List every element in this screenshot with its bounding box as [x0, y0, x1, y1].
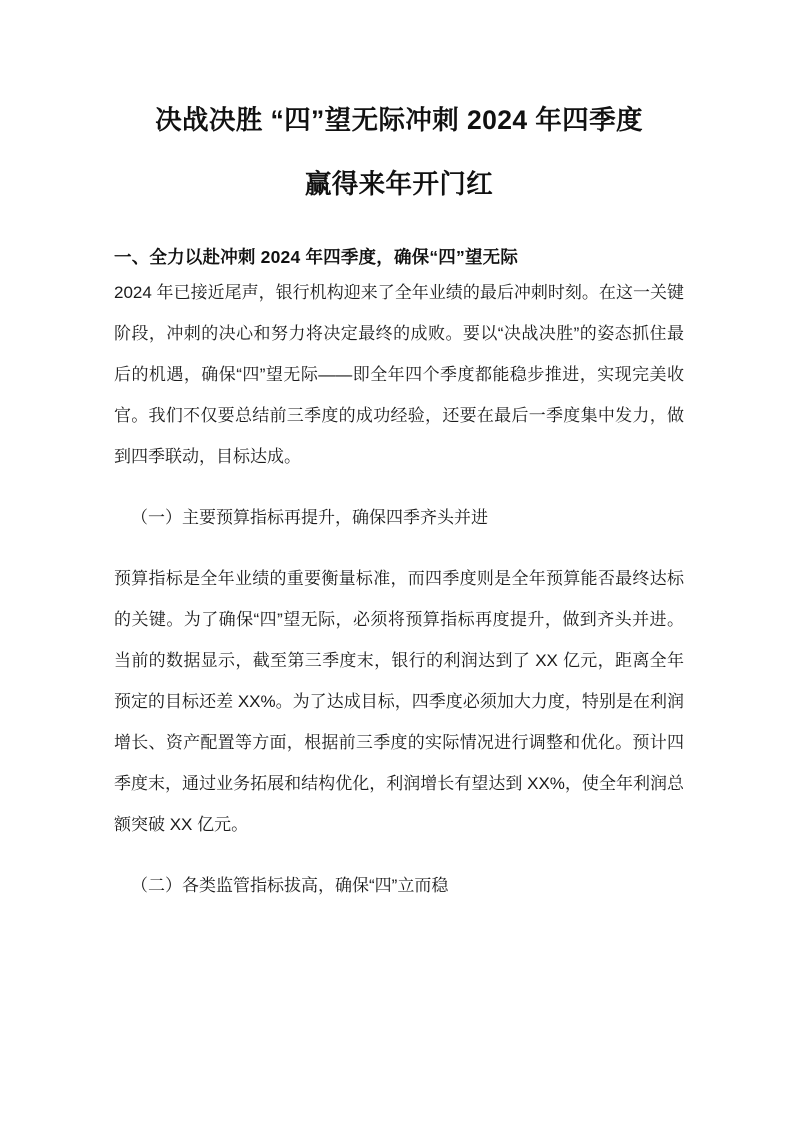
body-paragraph-4: 预算指标是全年业绩的重要衡量标准，而四季度则是全年预算能否最终达标的关键。为了确保“四”望无际，必须将预算指标再度提升，做到齐头并进。当前的数据显示，截至第三季度末，银行的利润达到了 XX 亿元，距离全年预定的目标还差 XX%。为了达成目标，四季度必须加大力度，特别是在利润增长、资产配置等方面，根据前三季度的实际情况进行调整和优化。预计四季度末，通过业务拓展和结构优化，利润增长有望达到 XX%，使全年利润总额突破 XX 亿元。: [114, 569, 684, 834]
section-heading-1: 一、全力以赴冲刺 2024 年四季度，确保“四”望无际: [114, 247, 519, 267]
document-title-line-2: 赢得来年开门红: [304, 169, 494, 199]
document-content: [114, 0, 684, 906]
body-paragraph-2: 2024 年已接近尾声，银行机构迎来了全年业绩的最后冲刺时刻。在这一关键阶段，冲刺的决心和努力将决定最终的成败。要以“决战决胜”的姿态抓住最后的机遇，确保“四”望无际——即全年四个季度都能稳步推进，实现完美收官。我们不仅要总结前三季度的成功经验，还要在最后一季度集中发力，做到四季联动，目标达成。: [114, 283, 684, 466]
document-title-line-1: 决战决胜 “四”望无际冲刺 2024 年四季度: [155, 105, 643, 135]
document-title: [114, 0, 684, 216]
sub-heading-3: （一）主要预算指标再提升，确保四季齐头并进: [131, 508, 488, 527]
document-body: [114, 216, 684, 906]
sub-heading-5: （二）各类监管指标拔高，确保“四”立而稳: [131, 876, 449, 895]
